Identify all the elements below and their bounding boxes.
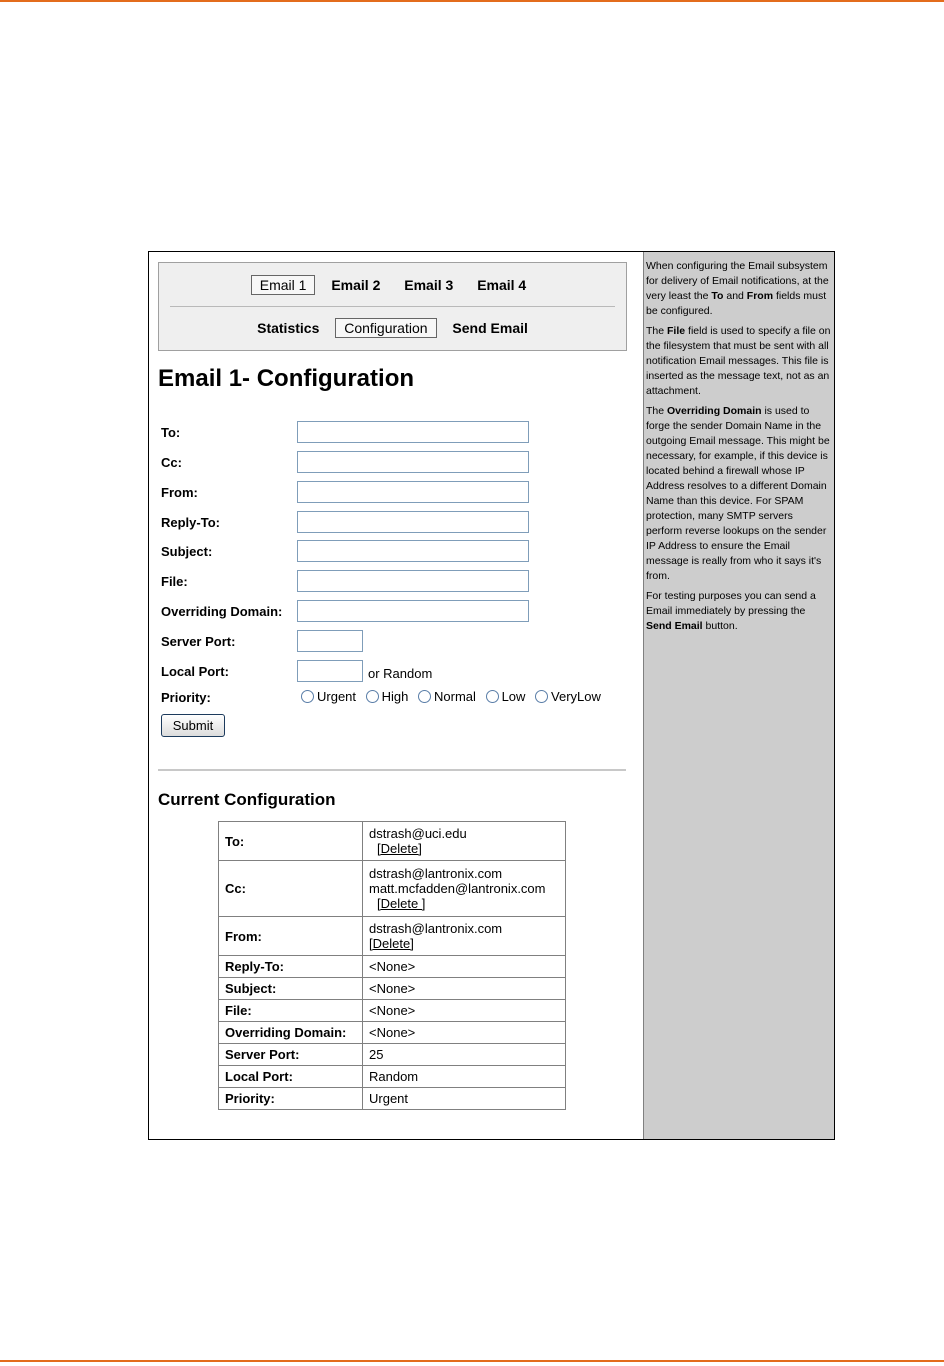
table-row [219, 917, 565, 955]
table-row [219, 956, 565, 977]
radio-verylow[interactable] [535, 690, 548, 703]
email-tab-row [159, 275, 626, 295]
table-row [219, 1066, 565, 1087]
cc-input[interactable] [297, 451, 529, 473]
local-port-label: Local Port: [161, 664, 229, 679]
section-divider [158, 769, 626, 771]
help-paragraph-4 [646, 589, 831, 634]
cfg-key-to: To: [219, 822, 362, 860]
cfg-to-address: dstrash@uci.edu [369, 826, 467, 841]
tab-configuration[interactable]: Configuration [335, 318, 436, 338]
radio-normal-label: Normal [434, 689, 476, 704]
cfg-value-to [363, 822, 565, 860]
cfg-cc-address-2: matt.mcfadden@lantronix.com [369, 881, 546, 896]
help-bold-send-email: Send Email [646, 620, 703, 632]
help-sidebar [643, 252, 834, 1139]
priority-option-low[interactable] [486, 689, 526, 704]
cfg-value-reply-to: <None> [363, 956, 565, 977]
local-port-input[interactable] [297, 660, 363, 682]
cfg-from-address: dstrash@lantronix.com [369, 921, 503, 936]
file-label: File: [161, 574, 188, 589]
radio-high[interactable] [366, 690, 379, 703]
help-bold-from: From [746, 290, 774, 302]
table-row [219, 861, 565, 916]
priority-label: Priority: [161, 690, 211, 705]
radio-normal[interactable] [418, 690, 431, 703]
cfg-value-priority: Urgent [363, 1088, 565, 1109]
help-text: fields must be configured. [646, 290, 827, 317]
overriding-domain-label: Overriding Domain: [161, 604, 283, 619]
radio-urgent-label: Urgent [317, 689, 357, 704]
cfg-value-file: <None> [363, 1000, 565, 1021]
subject-label: Subject: [161, 544, 213, 559]
cfg-key-file: File: [219, 1000, 362, 1021]
help-text: field is used to specify a file on the filesystem that must be sent with all notification Email messages. This file is inserted as the message text, not as an attachment. [646, 325, 831, 397]
delete-cc-link[interactable]: [Delete ] [377, 896, 426, 911]
help-bold-overriding-domain: Overriding Domain [667, 405, 762, 417]
cfg-key-reply-to: Reply-To: [219, 956, 362, 977]
help-text: The [646, 405, 668, 417]
priority-option-verylow[interactable] [535, 689, 601, 704]
help-text: When configuring the Email subsystem for delivery of Email notifications, at the very least the [646, 260, 829, 302]
help-text: and [723, 290, 747, 302]
tab-email-3[interactable]: Email 3 [404, 277, 454, 293]
help-bold-to: To [711, 290, 724, 302]
cfg-value-cc [363, 861, 565, 916]
cfg-key-from: From: [219, 917, 362, 955]
current-configuration-table [218, 821, 566, 1110]
cfg-value-local-port: Random [363, 1066, 565, 1087]
help-text: For testing purposes you can send a Email immediately by pressing the [646, 590, 816, 617]
email-nav-panel [158, 262, 627, 351]
delete-to-link[interactable]: [Delete] [377, 841, 422, 856]
priority-radio-group [301, 689, 607, 704]
from-input[interactable] [297, 481, 529, 503]
submit-button[interactable]: Submit [161, 714, 225, 737]
help-text: button. [702, 620, 738, 632]
cfg-value-overriding-domain: <None> [363, 1022, 565, 1043]
priority-option-high[interactable] [366, 689, 409, 704]
cfg-key-server-port: Server Port: [219, 1044, 362, 1065]
priority-option-normal[interactable] [418, 689, 476, 704]
main-panel [149, 252, 643, 1139]
reply-to-label: Reply-To: [161, 515, 220, 530]
nav-divider [170, 306, 615, 307]
server-port-label: Server Port: [161, 634, 236, 649]
to-input[interactable] [297, 421, 529, 443]
table-row [219, 1022, 565, 1043]
cfg-value-subject: <None> [363, 978, 565, 999]
cc-label: Cc: [161, 455, 182, 470]
table-row [219, 1088, 565, 1109]
or-random-text: or Random [368, 666, 433, 681]
tab-send-email[interactable]: Send Email [452, 320, 528, 336]
tab-email-1[interactable]: Email 1 [251, 275, 316, 295]
overriding-domain-input[interactable] [297, 600, 529, 622]
cfg-key-local-port: Local Port: [219, 1066, 362, 1087]
radio-verylow-label: VeryLow [551, 689, 601, 704]
cfg-key-overriding-domain: Overriding Domain: [219, 1022, 362, 1043]
subject-input[interactable] [297, 540, 529, 562]
help-bold-file: File [667, 325, 686, 337]
cfg-value-from [363, 917, 565, 955]
page-title: Email 1- Configuration [158, 365, 415, 392]
cfg-key-cc: Cc: [219, 861, 362, 916]
radio-low[interactable] [486, 690, 499, 703]
table-row [219, 978, 565, 999]
cfg-key-subject: Subject: [219, 978, 362, 999]
radio-urgent[interactable] [301, 690, 314, 703]
help-paragraph-2 [646, 324, 831, 399]
from-label: From: [161, 485, 198, 500]
cfg-key-priority: Priority: [219, 1088, 362, 1109]
to-label: To: [161, 425, 181, 440]
table-row [219, 822, 565, 860]
help-text: is used to forge the sender Domain Name in the outgoing Email message. This might be necessary, for example, if this device is located behind a firewall whose IP Address resolves to a different Domain Name than this device. For SPAM protection, many SMTP servers perform reverse lookups on the sender IP Address to ensure the Email message is really from who it says it's from. [646, 405, 830, 582]
help-paragraph-3 [646, 404, 831, 584]
priority-option-urgent[interactable] [301, 689, 356, 704]
help-paragraph-1 [646, 259, 831, 319]
reply-to-input[interactable] [297, 511, 529, 533]
cfg-value-server-port: 25 [363, 1044, 565, 1065]
table-row [219, 1044, 565, 1065]
file-input[interactable] [297, 570, 529, 592]
server-port-input[interactable] [297, 630, 363, 652]
radio-low-label: Low [501, 689, 526, 704]
tab-email-2[interactable]: Email 2 [331, 277, 381, 293]
current-configuration-title: Current Configuration [158, 790, 336, 809]
table-row [219, 1000, 565, 1021]
page-bottom-rule [0, 1360, 944, 1362]
web-manager-frame [148, 251, 835, 1140]
page-top-rule [0, 0, 944, 2]
sub-tab-row [159, 318, 626, 338]
help-text: The [646, 325, 668, 337]
tab-email-4[interactable]: Email 4 [477, 277, 527, 293]
cfg-cc-address-1: dstrash@lantronix.com [369, 866, 503, 881]
radio-high-label: High [381, 689, 409, 704]
delete-from-link[interactable]: [Delete] [369, 936, 414, 951]
tab-statistics[interactable]: Statistics [257, 320, 320, 336]
